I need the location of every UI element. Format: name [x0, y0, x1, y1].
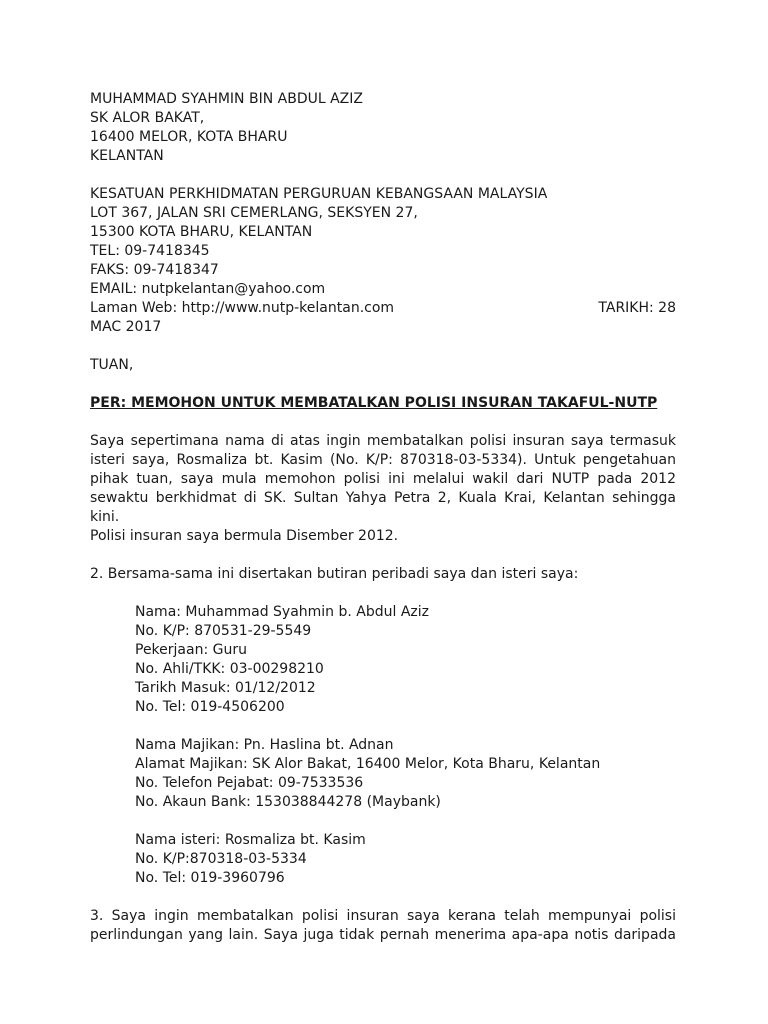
detail-line: No. K/P:870318-03-5334 [135, 851, 307, 867]
recipient-fax: FAKS: 09-7418347 [90, 262, 219, 278]
sender-name: MUHAMMAD SYAHMIN BIN ABDUL AZIZ [90, 91, 363, 107]
sender-address-line: KELANTAN [90, 148, 164, 164]
personal-details [90, 603, 676, 717]
employer-details [90, 736, 676, 812]
detail-line: Nama: Muhammad Syahmin b. Abdul Aziz [135, 604, 430, 620]
paragraph-line: pihak tuan, saya mula memohon polisi ini melalui wakil dari NUTP pada 2012 [90, 471, 676, 487]
detail-line: Alamat Majikan: SK Alor Bakat, 16400 Melor, Kota Bharu, Kelantan [135, 756, 601, 772]
paragraph-3 [90, 907, 676, 945]
detail-line: No. Akaun Bank: 153038844278 (Maybank) [135, 794, 441, 810]
sender-address-line: SK ALOR BAKAT, [90, 110, 205, 126]
paragraph-line: 3. Saya ingin membatalkan polisi insuran saya kerana telah mempunyai polisi [90, 908, 676, 924]
recipient-tel: TEL: 09-7418345 [90, 243, 210, 259]
detail-line: No. Ahli/TKK: 03-00298210 [135, 661, 324, 677]
salutation [90, 356, 676, 375]
date-continuation: MAC 2017 [90, 319, 162, 335]
recipient-name: KESATUAN PERKHIDMATAN PERGURUAN KEBANGSAAN MALAYSIA [90, 186, 548, 202]
paragraph-line: sewaktu berkhidmat di SK. Sultan Yahya Petra 2, Kuala Krai, Kelantan sehingga kini. [90, 490, 676, 525]
paragraph-1 [90, 432, 676, 546]
detail-line: Pekerjaan: Guru [135, 642, 247, 658]
paragraph-line: Polisi insuran saya bermula Disember 2012. [90, 528, 399, 544]
subject-line [90, 394, 676, 413]
sender-block [90, 90, 676, 166]
letter-page [90, 90, 676, 945]
recipient-email: EMAIL: nutpkelantan@yahoo.com [90, 281, 326, 297]
detail-line: Tarikh Masuk: 01/12/2012 [135, 680, 316, 696]
spouse-details [90, 831, 676, 888]
paragraph-line: Saya sepertimana nama di atas ingin membatalkan polisi insuran saya termasuk [90, 433, 676, 449]
detail-line: No. K/P: 870531-29-5549 [135, 623, 312, 639]
paragraph-line: perlindungan yang lain. Saya juga tidak pernah menerima apa-apa notis daripada [90, 927, 676, 943]
detail-line: No. Tel: 019-4506200 [135, 699, 285, 715]
detail-line: Nama Majikan: Pn. Haslina bt. Adnan [135, 737, 394, 753]
recipient-block [90, 185, 676, 337]
recipient-website: Laman Web: http://www.nutp-kelantan.com [90, 300, 395, 316]
recipient-address-line: LOT 367, JALAN SRI CEMERLANG, SEKSYEN 27, [90, 205, 418, 221]
paragraph-2-text: 2. Bersama-sama ini disertakan butiran peribadi saya dan isteri saya: [90, 566, 579, 582]
web-date-row [90, 299, 676, 318]
salutation-text: TUAN, [90, 357, 134, 373]
detail-line: No. Tel: 019-3960796 [135, 870, 285, 886]
paragraph-2 [90, 565, 676, 584]
detail-line: Nama isteri: Rosmaliza bt. Kasim [135, 832, 366, 848]
paragraph-line: isteri saya, Rosmaliza bt. Kasim (No. K/P: 870318-03-5334). Untuk pengetahuan [90, 452, 676, 468]
detail-line: No. Telefon Pejabat: 09-7533536 [135, 775, 364, 791]
sender-address-line: 16400 MELOR, KOTA BHARU [90, 129, 288, 145]
recipient-address-line: 15300 KOTA BHARU, KELANTAN [90, 224, 313, 240]
subject-text: PER: MEMOHON UNTUK MEMBATALKAN POLISI INSURAN TAKAFUL-NUTP [90, 395, 658, 411]
date-label: TARIKH: 28 [598, 300, 676, 316]
